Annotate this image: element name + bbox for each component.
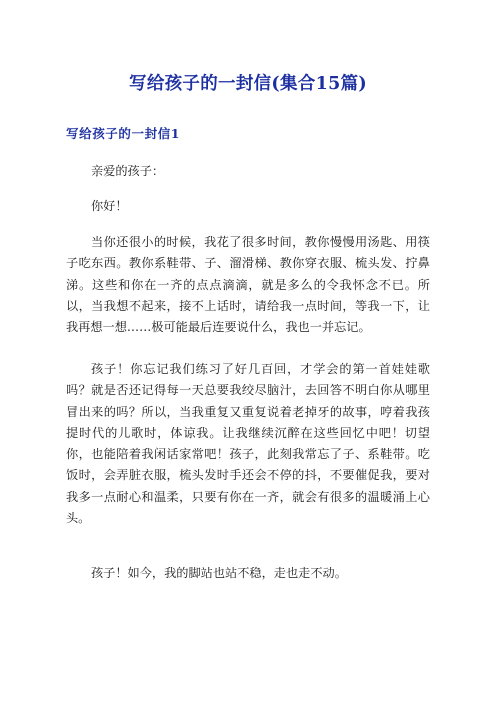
hello-paragraph: 你好！ [91, 199, 128, 213]
body-paragraph-2: 孩子！你忘记我们练习了好几百回，才学会的第一首娃娃歌吗？就是否还记得每一天总要我绞尽脑汁，去回答不明白你从哪里冒出来的吗？所以，当我重复又重复说着老掉牙的故事，哼着我孩提时代的儿歌时，体谅我。让我继续沉醉在这些回忆中吧！切望你，也能陪着我闲话家常吧！孩子，此刻我常忘了子、系鞋带。吃饭时，会弄脏衣服，梳头发时手还会不停的抖，不要催促我，要对我多一点耐心和温柔，只要有你在一齐，就会有很多的温暖涌上心头。 [66, 362, 430, 526]
body-paragraph-3: 孩子！如今，我的脚站也站不稳，走也走不动。 [91, 566, 347, 580]
greeting-paragraph: 亲爱的孩子： [91, 164, 165, 178]
body-paragraph-1: 当你还很小的时候，我花了很多时间，教你慢慢用汤匙、用筷子吃东西。教你系鞋带、子、溜滑梯、教你穿衣服、梳头发、拧鼻涕。这些和你在一齐的点点滴滴，就是多么的令我怀念不已。所以，当我想不起来，接不上话时，请给我一点时间，等我一下，让我再想一想……极可能最后连要说什么，我也一并忘记。 [66, 235, 430, 335]
section-heading: 写给孩子的一封信1 [66, 126, 181, 141]
document-title: 写给孩子的一封信(集合15篇) [129, 74, 367, 94]
